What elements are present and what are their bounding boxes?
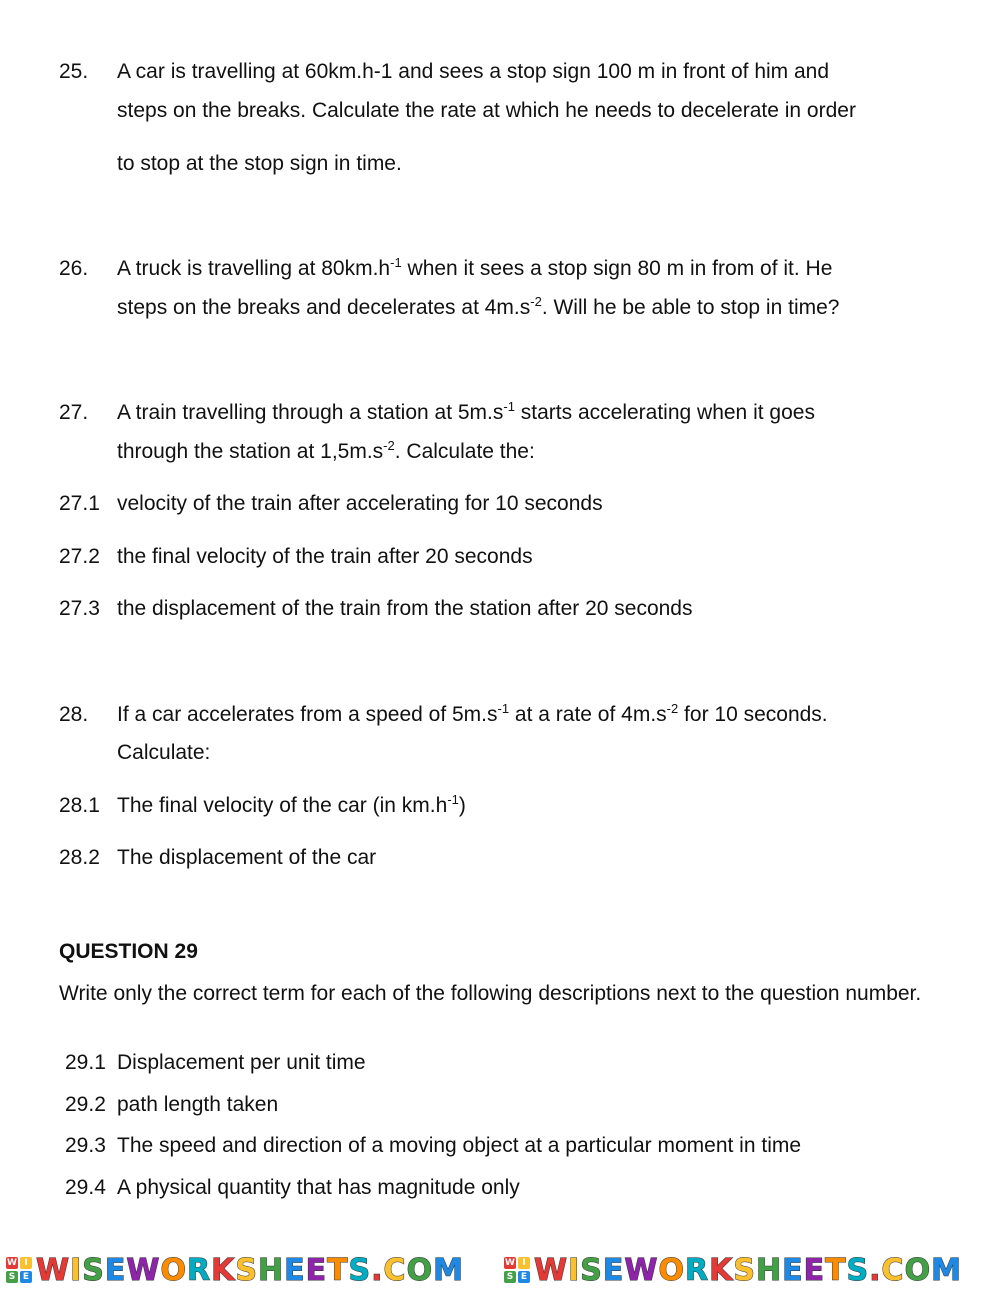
question-29-4-number: 29.4 — [65, 1176, 106, 1199]
question-28-2-number: 28.2 — [59, 846, 100, 869]
watermark-left — [6, 1252, 464, 1288]
watermark-letter: M — [433, 1252, 464, 1288]
watermark-letter: C — [881, 1252, 905, 1288]
watermark-letter: . — [869, 1252, 882, 1288]
question-28-line-2: Calculate: — [117, 741, 211, 764]
footer-watermark — [0, 1252, 1000, 1288]
watermark-letter: E — [602, 1252, 625, 1288]
watermark-letter: W — [534, 1252, 569, 1288]
wise-logo-icon: W I S E — [6, 1257, 32, 1283]
watermark-right — [504, 1252, 962, 1288]
watermark-letter: R — [186, 1252, 212, 1288]
watermark-letter: H — [755, 1252, 783, 1288]
question-25-line-3: to stop at the stop sign in time. — [117, 152, 402, 175]
question-27-number: 27. — [59, 401, 89, 424]
watermark-letter: E — [104, 1252, 127, 1288]
question-25-line-1: A car is travelling at 60km.h-1 and sees a stop sign 100 m in front of him and — [117, 60, 830, 83]
question-27-1-text: velocity of the train after accelerating for 10 seconds — [117, 492, 603, 515]
wise-logo-icon: W I S E — [504, 1257, 530, 1283]
question-26-number: 26. — [59, 257, 89, 280]
question-29-2-text: path length taken — [117, 1093, 279, 1116]
question-28-2-text: The displacement of the car — [117, 846, 377, 869]
question-28-line-1: If a car accelerates from a speed of $5m.s^{-1}$ at a rate of $4m.s^{-2}$ for 10 seconds. — [117, 701, 828, 726]
watermark-letter: M — [931, 1252, 962, 1288]
question-29-2-number: 29.2 — [65, 1093, 106, 1116]
question-29-heading: QUESTION 29 — [59, 940, 198, 963]
question-28-number: 28. — [59, 703, 89, 726]
watermark-letter: S — [846, 1252, 870, 1288]
question-28-1-number: 28.1 — [59, 794, 100, 817]
question-27-line-2: through the station at $1,5m.s^{-2}$. Calculate the: — [117, 438, 535, 463]
watermark-letter: S — [580, 1252, 603, 1288]
watermark-letter: O — [406, 1252, 434, 1288]
watermark-letter: W — [36, 1252, 71, 1288]
question-29-3-number: 29.3 — [65, 1134, 106, 1157]
watermark-letter: I — [568, 1252, 581, 1288]
question-27-3-text: the displacement of the train from the station after 20 seconds — [117, 597, 693, 620]
watermark-letter: E — [803, 1252, 826, 1288]
question-29-3-text: The speed and direction of a moving object at a particular moment in time — [117, 1134, 802, 1157]
question-25-number: 25. — [59, 60, 89, 83]
watermark-letter: S — [235, 1252, 258, 1288]
watermark-letter: W — [624, 1252, 659, 1288]
watermark-letter: E — [305, 1252, 328, 1288]
watermark-letter: R — [684, 1252, 710, 1288]
question-27-line-1: A train travelling through a station at $5m.s^{-1}$ starts accelerating when it goes — [117, 399, 815, 424]
watermark-letter: E — [284, 1252, 306, 1288]
watermark-letter: E — [782, 1252, 804, 1288]
question-27-3-number: 27.3 — [59, 597, 100, 620]
watermark-letter: S — [733, 1252, 756, 1288]
watermark-text-left — [36, 1253, 464, 1288]
question-29-4-text: A physical quantity that has magnitude only — [117, 1176, 520, 1199]
watermark-letter: W — [126, 1252, 161, 1288]
question-25-line-2: steps on the breaks. Calculate the rate at which he needs to decelerate in order — [117, 99, 856, 122]
question-27-2-number: 27.2 — [59, 545, 100, 568]
question-29-1-text: Displacement per unit time — [117, 1051, 366, 1074]
watermark-letter: S — [348, 1252, 372, 1288]
watermark-text-right — [534, 1253, 962, 1288]
question-28-1-text: The final velocity of the car (in $km.h^{-1}$) — [117, 792, 466, 817]
watermark-letter: C — [383, 1252, 407, 1288]
watermark-letter: H — [257, 1252, 285, 1288]
watermark-letter: O — [160, 1252, 187, 1288]
question-27-2-text: the final velocity of the train after 20 seconds — [117, 545, 533, 568]
watermark-letter: K — [211, 1252, 236, 1288]
watermark-letter: T — [825, 1252, 847, 1288]
question-27-1-number: 27.1 — [59, 492, 100, 515]
watermark-letter: . — [371, 1252, 384, 1288]
watermark-letter: T — [327, 1252, 349, 1288]
watermark-letter: S — [82, 1252, 105, 1288]
question-26-line-2: steps on the breaks and decelerates at $4m.s^{-2}$. Will he be able to stop in time? — [117, 294, 840, 319]
watermark-letter: O — [904, 1252, 932, 1288]
question-26-line-1: A truck is travelling at $80km.h^{-1}$ when it sees a stop sign 80 m in from of it. He — [117, 255, 833, 280]
watermark-letter: I — [70, 1252, 83, 1288]
watermark-letter: K — [709, 1252, 734, 1288]
question-29-1-number: 29.1 — [65, 1051, 106, 1074]
question-29-instruction: Write only the correct term for each of the following descriptions next to the question number. — [59, 982, 922, 1005]
watermark-letter: O — [658, 1252, 685, 1288]
